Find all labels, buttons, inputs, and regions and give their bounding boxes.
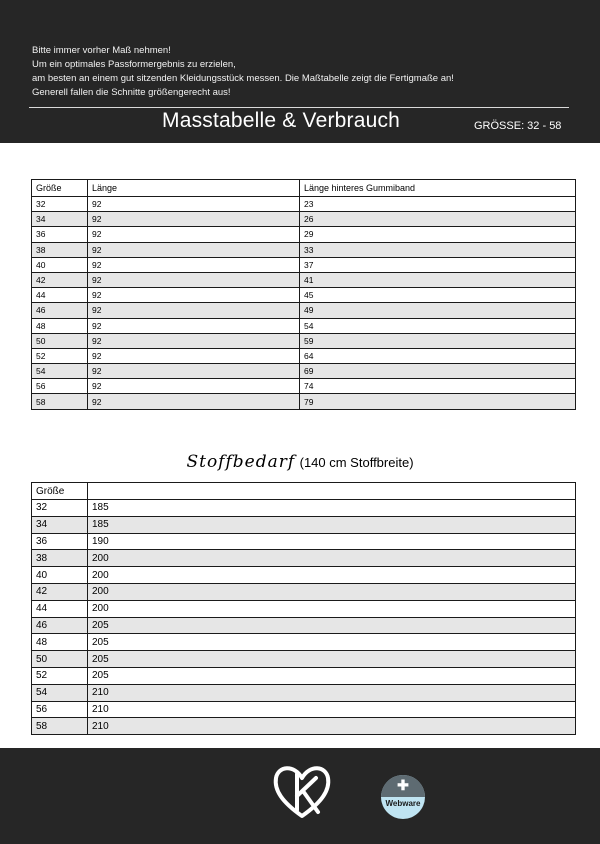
fabric-amount-cell: 190 [88,533,576,550]
header-divider [29,107,569,108]
length-cell: 92 [88,242,300,257]
table-row [32,550,576,567]
size-cell: 36 [32,227,88,242]
length-cell: 92 [88,333,300,348]
fabric-amount-cell: 200 [88,550,576,567]
fabric-width-note: (140 cm Stoffbreite) [299,455,414,470]
fabric-amount-cell: 210 [88,701,576,718]
size-cell: 32 [32,500,88,517]
elastic-length-cell: 49 [300,303,576,318]
badge-label: Webware [385,799,421,808]
size-cell: 50 [32,651,88,668]
fabric-amount-cell: 205 [88,667,576,684]
fabric-amount-cell: 200 [88,600,576,617]
instruction-line: am besten an einem gut sitzenden Kleidungsstück messen. Die Maßtabelle zeigt die Fertigmaße an! [32,73,454,84]
fabric-table-body [32,500,576,735]
size-cell: 56 [32,701,88,718]
size-cell: 58 [32,718,88,735]
fabric-requirement-heading [0,452,600,472]
length-cell: 92 [88,197,300,212]
fabric-amount-cell: 185 [88,516,576,533]
elastic-length-cell: 59 [300,333,576,348]
measure-instructions [32,44,454,100]
table-row [32,318,576,333]
length-cell: 92 [88,394,300,409]
page-title: Masstabelle & Verbrauch [162,109,401,132]
length-cell: 92 [88,227,300,242]
size-cell: 42 [32,272,88,287]
table-row [32,500,576,517]
size-cell: 38 [32,242,88,257]
elastic-length-cell: 26 [300,212,576,227]
column-header-amount [88,483,576,500]
size-cell: 48 [32,318,88,333]
size-cell: 46 [32,303,88,318]
heart-k-logo-icon [270,760,334,822]
column-header-length: Länge [88,180,300,197]
fabric-amount-cell: 185 [88,500,576,517]
fabric-amount-cell: 210 [88,718,576,735]
measurement-table-body [32,197,576,410]
table-row [32,197,576,212]
instruction-line: Um ein optimales Passformergebnis zu erzielen, [32,59,236,70]
table-row [32,303,576,318]
elastic-length-cell: 23 [300,197,576,212]
size-cell: 40 [32,257,88,272]
size-cell: 48 [32,634,88,651]
table-row [32,583,576,600]
table-row [32,288,576,303]
length-cell: 92 [88,303,300,318]
size-range-label: GRÖSSE: 32 - 58 [474,120,562,132]
size-cell: 44 [32,600,88,617]
size-cell: 50 [32,333,88,348]
size-cell: 46 [32,617,88,634]
length-cell: 92 [88,288,300,303]
elastic-length-cell: 74 [300,379,576,394]
length-cell: 92 [88,318,300,333]
table-row [32,634,576,651]
instruction-line: Generell fallen die Schnitte größengerecht aus! [32,87,231,98]
table-header-row [32,483,576,500]
table-row [32,567,576,584]
column-header-size: Größe [32,180,88,197]
fabric-amount-cell: 200 [88,583,576,600]
fabric-amount-cell: 210 [88,684,576,701]
table-row [32,667,576,684]
length-cell: 92 [88,364,300,379]
elastic-length-cell: 37 [300,257,576,272]
length-cell: 92 [88,257,300,272]
header-banner [0,0,600,143]
size-cell: 42 [32,583,88,600]
fabric-plus-icon: ✚ [397,777,409,793]
table-row [32,272,576,287]
table-row [32,242,576,257]
size-cell: 34 [32,212,88,227]
table-row [32,257,576,272]
size-cell: 54 [32,684,88,701]
length-cell: 92 [88,212,300,227]
table-row [32,684,576,701]
measurement-table [31,179,576,410]
fabric-amount-cell: 205 [88,634,576,651]
size-cell: 54 [32,364,88,379]
table-row [32,600,576,617]
size-cell: 32 [32,197,88,212]
instruction-line: Bitte immer vorher Maß nehmen! [32,45,171,56]
elastic-length-cell: 79 [300,394,576,409]
size-cell: 40 [32,567,88,584]
column-header-size: Größe [32,483,88,500]
column-header-elastic-length: Länge hinteres Gummiband [300,180,576,197]
fabric-amount-cell: 200 [88,567,576,584]
elastic-length-cell: 45 [300,288,576,303]
table-row [32,333,576,348]
fabric-requirement-table [31,482,576,735]
table-header-row [32,180,576,197]
table-row [32,651,576,668]
table-row [32,533,576,550]
table-row [32,516,576,533]
size-cell: 38 [32,550,88,567]
size-cell: 58 [32,394,88,409]
table-row [32,617,576,634]
table-row [32,212,576,227]
table-row [32,227,576,242]
elastic-length-cell: 41 [300,272,576,287]
length-cell: 92 [88,272,300,287]
table-row [32,364,576,379]
elastic-length-cell: 29 [300,227,576,242]
length-cell: 92 [88,348,300,363]
fabric-requirement-script-title: Stoffbedarf [186,452,296,472]
size-cell: 52 [32,667,88,684]
elastic-length-cell: 54 [300,318,576,333]
webware-badge [381,775,425,819]
elastic-length-cell: 64 [300,348,576,363]
elastic-length-cell: 69 [300,364,576,379]
size-cell: 44 [32,288,88,303]
table-row [32,701,576,718]
size-cell: 52 [32,348,88,363]
fabric-amount-cell: 205 [88,651,576,668]
fabric-amount-cell: 205 [88,617,576,634]
table-row [32,394,576,409]
size-cell: 36 [32,533,88,550]
table-row [32,348,576,363]
length-cell: 92 [88,379,300,394]
table-row [32,379,576,394]
size-cell: 34 [32,516,88,533]
table-row [32,718,576,735]
size-cell: 56 [32,379,88,394]
elastic-length-cell: 33 [300,242,576,257]
